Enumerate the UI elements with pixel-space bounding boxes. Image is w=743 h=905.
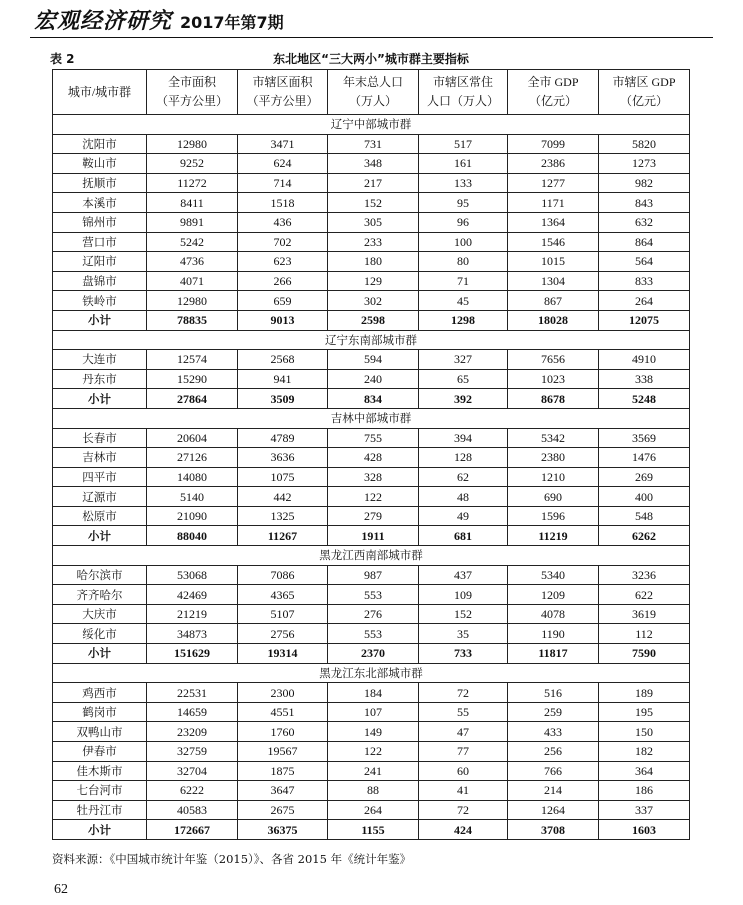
table-cell: 122	[328, 487, 419, 507]
table-cell: 72	[419, 683, 508, 703]
table-cell: 53068	[147, 565, 238, 585]
table-cell: 40583	[147, 800, 238, 820]
table-row	[53, 350, 690, 370]
table-cell: 14659	[147, 702, 238, 722]
table-row	[53, 134, 690, 154]
table-cell: 35	[419, 624, 508, 644]
table-cell: 4071	[147, 271, 238, 291]
table-cell: 1476	[599, 448, 690, 468]
subtotal-cell: 6262	[599, 526, 690, 546]
group-name: 吉林中部城市群	[53, 408, 690, 428]
header-rule	[30, 37, 713, 38]
subtotal-cell: 681	[419, 526, 508, 546]
table-row	[53, 291, 690, 311]
subtotal-cell: 2598	[328, 310, 419, 330]
table-number: 表 2	[50, 52, 75, 66]
table-cell: 47	[419, 722, 508, 742]
column-header	[147, 70, 238, 115]
table-cell: 3471	[238, 134, 328, 154]
table-cell: 3636	[238, 448, 328, 468]
table-cell: 5342	[508, 428, 599, 448]
table-cell: 276	[328, 604, 419, 624]
table-cell: 436	[238, 212, 328, 232]
table-cell: 702	[238, 232, 328, 252]
column-header	[53, 70, 147, 115]
table-cell: 1210	[508, 467, 599, 487]
table-cell: 21219	[147, 604, 238, 624]
column-header	[328, 70, 419, 115]
city-name: 本溪市	[53, 193, 147, 213]
table-cell: 20604	[147, 428, 238, 448]
journal-name: 宏观经济研究	[34, 8, 173, 34]
table-cell: 4789	[238, 428, 328, 448]
table-cell: 5340	[508, 565, 599, 585]
city-name: 营口市	[53, 232, 147, 252]
table-caption	[50, 50, 692, 68]
subtotal-cell: 5248	[599, 389, 690, 409]
table-cell: 3236	[599, 565, 690, 585]
table-cell: 264	[599, 291, 690, 311]
table-cell: 1304	[508, 271, 599, 291]
subtotal-cell: 12075	[599, 310, 690, 330]
table-cell: 112	[599, 624, 690, 644]
table-cell: 21090	[147, 506, 238, 526]
table-cell: 12574	[147, 350, 238, 370]
table-cell: 12980	[147, 134, 238, 154]
table-row	[53, 761, 690, 781]
group-row	[53, 546, 690, 566]
table-cell: 4736	[147, 252, 238, 272]
group-name: 辽宁东南部城市群	[53, 330, 690, 350]
table-row	[53, 271, 690, 291]
table-row	[53, 232, 690, 252]
table-cell: 1760	[238, 722, 328, 742]
subtotal-cell: 11267	[238, 526, 328, 546]
city-name: 沈阳市	[53, 134, 147, 154]
table-cell: 327	[419, 350, 508, 370]
group-name: 黑龙江东北部城市群	[53, 663, 690, 683]
city-name: 绥化市	[53, 624, 147, 644]
city-name: 大连市	[53, 350, 147, 370]
table-cell: 690	[508, 487, 599, 507]
table-cell: 5242	[147, 232, 238, 252]
table-row	[53, 487, 690, 507]
table-cell: 23209	[147, 722, 238, 742]
table-cell: 553	[328, 585, 419, 605]
table-cell: 62	[419, 467, 508, 487]
table-cell: 437	[419, 565, 508, 585]
table-cell: 987	[328, 565, 419, 585]
page-number: 62	[54, 882, 68, 897]
table-cell: 109	[419, 585, 508, 605]
table-row	[53, 742, 690, 762]
column-header-line: （亿元）	[619, 94, 668, 108]
column-header-line: 市辖区常住	[432, 75, 493, 89]
column-header	[238, 70, 328, 115]
table-row	[53, 173, 690, 193]
city-name: 鹤岗市	[53, 702, 147, 722]
table-cell: 77	[419, 742, 508, 762]
table-cell: 433	[508, 722, 599, 742]
table-cell: 122	[328, 742, 419, 762]
subtotal-label: 小计	[53, 389, 147, 409]
table-cell: 442	[238, 487, 328, 507]
table-row	[53, 702, 690, 722]
table-row	[53, 781, 690, 801]
column-header-line: 市辖区 GDP	[612, 75, 676, 89]
table-row	[53, 722, 690, 742]
table-cell: 328	[328, 467, 419, 487]
group-row	[53, 663, 690, 683]
city-name: 松原市	[53, 506, 147, 526]
table-cell: 133	[419, 173, 508, 193]
table-cell: 622	[599, 585, 690, 605]
table-row	[53, 448, 690, 468]
city-name: 铁岭市	[53, 291, 147, 311]
table-title: 东北地区“三大两小”城市群主要指标	[273, 52, 469, 66]
subtotal-label: 小计	[53, 644, 147, 664]
table-cell: 6222	[147, 781, 238, 801]
table-cell: 9252	[147, 154, 238, 174]
column-header-line: （平方公里）	[155, 94, 228, 108]
table-cell: 1273	[599, 154, 690, 174]
table-cell: 4551	[238, 702, 328, 722]
table-cell: 266	[238, 271, 328, 291]
table-cell: 180	[328, 252, 419, 272]
table-cell: 1546	[508, 232, 599, 252]
table-cell: 48	[419, 487, 508, 507]
table-row	[53, 683, 690, 703]
group-row	[53, 408, 690, 428]
table-cell: 302	[328, 291, 419, 311]
table-cell: 189	[599, 683, 690, 703]
table-cell: 7086	[238, 565, 328, 585]
table-row	[53, 565, 690, 585]
table-cell: 41	[419, 781, 508, 801]
subtotal-cell: 2370	[328, 644, 419, 664]
table-cell: 129	[328, 271, 419, 291]
table-cell: 623	[238, 252, 328, 272]
table-cell: 95	[419, 193, 508, 213]
city-name: 哈尔滨市	[53, 565, 147, 585]
column-header	[508, 70, 599, 115]
table-cell: 1171	[508, 193, 599, 213]
table-cell: 833	[599, 271, 690, 291]
table-cell: 867	[508, 291, 599, 311]
table-header-row	[53, 70, 690, 115]
table-cell: 184	[328, 683, 419, 703]
subtotal-cell: 3708	[508, 820, 599, 840]
table-row	[53, 428, 690, 448]
city-name: 伊春市	[53, 742, 147, 762]
table-cell: 1264	[508, 800, 599, 820]
table-cell: 338	[599, 369, 690, 389]
table-cell: 55	[419, 702, 508, 722]
table-row	[53, 252, 690, 272]
subtotal-label: 小计	[53, 820, 147, 840]
table-cell: 553	[328, 624, 419, 644]
city-name: 七台河市	[53, 781, 147, 801]
table-cell: 1277	[508, 173, 599, 193]
subtotal-cell: 78835	[147, 310, 238, 330]
table-cell: 5820	[599, 134, 690, 154]
subtotal-row	[53, 644, 690, 664]
column-header-line: 全市 GDP	[527, 75, 579, 89]
table-cell: 1190	[508, 624, 599, 644]
city-name: 丹东市	[53, 369, 147, 389]
table-row	[53, 800, 690, 820]
table-cell: 2300	[238, 683, 328, 703]
table-cell: 256	[508, 742, 599, 762]
table-cell: 152	[328, 193, 419, 213]
table-cell: 150	[599, 722, 690, 742]
subtotal-cell: 172667	[147, 820, 238, 840]
table-cell: 632	[599, 212, 690, 232]
table-cell: 15290	[147, 369, 238, 389]
table-cell: 34873	[147, 624, 238, 644]
table-cell: 80	[419, 252, 508, 272]
table-cell: 240	[328, 369, 419, 389]
table-row	[53, 467, 690, 487]
table-cell: 2675	[238, 800, 328, 820]
table-cell: 1596	[508, 506, 599, 526]
column-header-line: 人口（万人）	[426, 94, 499, 108]
table-cell: 1875	[238, 761, 328, 781]
table-cell: 755	[328, 428, 419, 448]
issue-label: 2017年第7期	[180, 13, 284, 32]
subtotal-label: 小计	[53, 310, 147, 330]
column-header-line: 全市面积	[167, 75, 216, 89]
subtotal-cell: 424	[419, 820, 508, 840]
table-cell: 217	[328, 173, 419, 193]
table-cell: 659	[238, 291, 328, 311]
subtotal-cell: 151629	[147, 644, 238, 664]
table-cell: 2380	[508, 448, 599, 468]
table-cell: 7099	[508, 134, 599, 154]
table-cell: 7656	[508, 350, 599, 370]
column-header-line: 年末总人口	[342, 75, 403, 89]
table-cell: 3647	[238, 781, 328, 801]
group-name: 辽宁中部城市群	[53, 115, 690, 135]
subtotal-row	[53, 310, 690, 330]
column-header-line: （亿元）	[528, 94, 577, 108]
column-header-line: 城市/城市群	[67, 84, 132, 99]
table-cell: 864	[599, 232, 690, 252]
table-cell: 516	[508, 683, 599, 703]
city-name: 锦州市	[53, 212, 147, 232]
table-cell: 12980	[147, 291, 238, 311]
subtotal-cell: 7590	[599, 644, 690, 664]
table-row	[53, 212, 690, 232]
column-header-line: （万人）	[348, 94, 397, 108]
table-cell: 8411	[147, 193, 238, 213]
table-cell: 348	[328, 154, 419, 174]
table-cell: 564	[599, 252, 690, 272]
subtotal-row	[53, 820, 690, 840]
city-name: 佳木斯市	[53, 761, 147, 781]
subtotal-cell: 733	[419, 644, 508, 664]
group-row	[53, 115, 690, 135]
table-cell: 4365	[238, 585, 328, 605]
city-name: 盘锦市	[53, 271, 147, 291]
table-cell: 428	[328, 448, 419, 468]
table-cell: 3569	[599, 428, 690, 448]
table-cell: 186	[599, 781, 690, 801]
subtotal-cell: 11817	[508, 644, 599, 664]
table-cell: 1075	[238, 467, 328, 487]
subtotal-cell: 18028	[508, 310, 599, 330]
table-cell: 42469	[147, 585, 238, 605]
table-row	[53, 624, 690, 644]
table-cell: 149	[328, 722, 419, 742]
city-name: 辽源市	[53, 487, 147, 507]
column-header-line: （平方公里）	[246, 94, 319, 108]
subtotal-cell: 19314	[238, 644, 328, 664]
table-row	[53, 506, 690, 526]
table-cell: 4078	[508, 604, 599, 624]
table-cell: 548	[599, 506, 690, 526]
table-cell: 161	[419, 154, 508, 174]
table-row	[53, 154, 690, 174]
table-cell: 32704	[147, 761, 238, 781]
column-header	[599, 70, 690, 115]
table-cell: 5140	[147, 487, 238, 507]
table-cell: 1015	[508, 252, 599, 272]
city-name: 大庆市	[53, 604, 147, 624]
city-name: 辽阳市	[53, 252, 147, 272]
indicator-table	[52, 69, 690, 840]
table-cell: 49	[419, 506, 508, 526]
table-cell: 337	[599, 800, 690, 820]
subtotal-cell: 1911	[328, 526, 419, 546]
table-cell: 88	[328, 781, 419, 801]
table-cell: 1325	[238, 506, 328, 526]
table-cell: 65	[419, 369, 508, 389]
subtotal-cell: 88040	[147, 526, 238, 546]
city-name: 长春市	[53, 428, 147, 448]
subtotal-cell: 834	[328, 389, 419, 409]
table-row	[53, 604, 690, 624]
table-cell: 11272	[147, 173, 238, 193]
city-name: 鸡西市	[53, 683, 147, 703]
table-cell: 2568	[238, 350, 328, 370]
group-row	[53, 330, 690, 350]
table-cell: 233	[328, 232, 419, 252]
table-cell: 214	[508, 781, 599, 801]
table-cell: 5107	[238, 604, 328, 624]
subtotal-label: 小计	[53, 526, 147, 546]
table-cell: 714	[238, 173, 328, 193]
table-row	[53, 369, 690, 389]
table-cell: 305	[328, 212, 419, 232]
table-cell: 400	[599, 487, 690, 507]
table-cell: 4910	[599, 350, 690, 370]
table-row	[53, 193, 690, 213]
table-cell: 279	[328, 506, 419, 526]
table-cell: 394	[419, 428, 508, 448]
subtotal-cell: 3509	[238, 389, 328, 409]
table-cell: 517	[419, 134, 508, 154]
table-cell: 19567	[238, 742, 328, 762]
table-cell: 1364	[508, 212, 599, 232]
group-name: 黑龙江西南部城市群	[53, 546, 690, 566]
table-cell: 22531	[147, 683, 238, 703]
table-cell: 364	[599, 761, 690, 781]
subtotal-cell: 1298	[419, 310, 508, 330]
table-cell: 594	[328, 350, 419, 370]
table-cell: 27126	[147, 448, 238, 468]
subtotal-cell: 11219	[508, 526, 599, 546]
subtotal-cell: 1155	[328, 820, 419, 840]
table-cell: 107	[328, 702, 419, 722]
table-cell: 14080	[147, 467, 238, 487]
city-name: 牡丹江市	[53, 800, 147, 820]
subtotal-cell: 392	[419, 389, 508, 409]
table-cell: 3619	[599, 604, 690, 624]
column-header-line: 市辖区面积	[252, 75, 313, 89]
page-header	[30, 4, 713, 38]
table-cell: 843	[599, 193, 690, 213]
table-cell: 182	[599, 742, 690, 762]
source-note: 资料来源：《中国城市统计年鉴（2015）》、各省 2015 年《统计年鉴》	[52, 852, 412, 866]
table-cell: 259	[508, 702, 599, 722]
table-cell: 1023	[508, 369, 599, 389]
table-cell: 72	[419, 800, 508, 820]
table-cell: 2756	[238, 624, 328, 644]
table-cell: 128	[419, 448, 508, 468]
table-cell: 71	[419, 271, 508, 291]
table-cell: 96	[419, 212, 508, 232]
table-cell: 60	[419, 761, 508, 781]
table-cell: 32759	[147, 742, 238, 762]
city-name: 四平市	[53, 467, 147, 487]
table-cell: 982	[599, 173, 690, 193]
table-cell: 195	[599, 702, 690, 722]
city-name: 鞍山市	[53, 154, 147, 174]
table-cell: 9891	[147, 212, 238, 232]
table-cell: 264	[328, 800, 419, 820]
table-cell: 269	[599, 467, 690, 487]
table-cell: 731	[328, 134, 419, 154]
subtotal-cell: 27864	[147, 389, 238, 409]
subtotal-row	[53, 389, 690, 409]
table-row	[53, 585, 690, 605]
table-cell: 1209	[508, 585, 599, 605]
table-cell: 1518	[238, 193, 328, 213]
table-cell: 624	[238, 154, 328, 174]
subtotal-cell: 9013	[238, 310, 328, 330]
table-cell: 241	[328, 761, 419, 781]
city-name: 抚顺市	[53, 173, 147, 193]
subtotal-cell: 8678	[508, 389, 599, 409]
city-name: 吉林市	[53, 448, 147, 468]
column-header	[419, 70, 508, 115]
subtotal-row	[53, 526, 690, 546]
table-cell: 2386	[508, 154, 599, 174]
city-name: 双鸭山市	[53, 722, 147, 742]
subtotal-cell: 1603	[599, 820, 690, 840]
table-cell: 100	[419, 232, 508, 252]
table-cell: 152	[419, 604, 508, 624]
subtotal-cell: 36375	[238, 820, 328, 840]
table-cell: 766	[508, 761, 599, 781]
table-cell: 45	[419, 291, 508, 311]
city-name: 齐齐哈尔	[53, 585, 147, 605]
table-cell: 941	[238, 369, 328, 389]
